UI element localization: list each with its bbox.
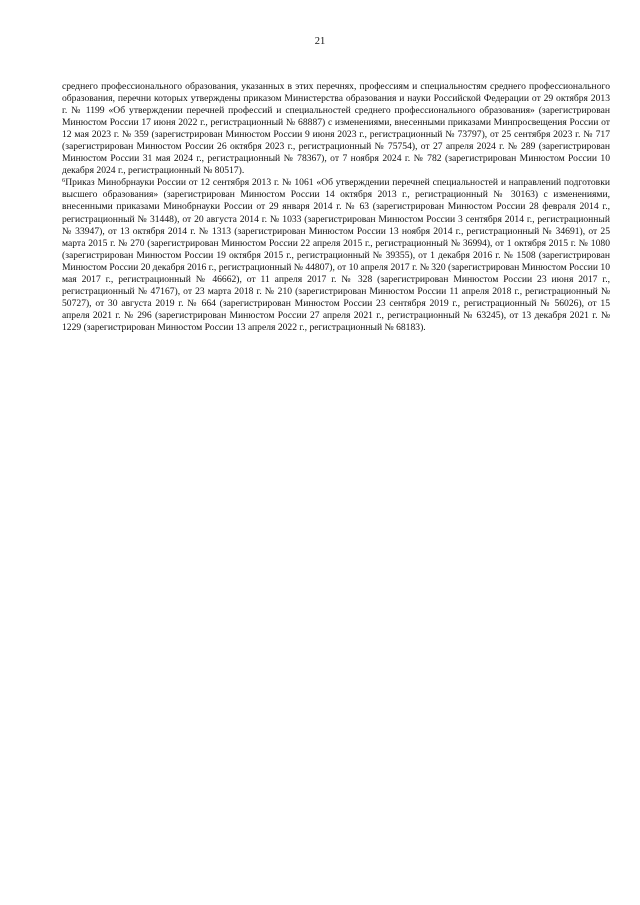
footnote-6	[62, 177, 610, 334]
footnote-continuation	[62, 81, 610, 177]
footnote-text: среднего профессионального образования, указанных в этих перечнях, профессиям и специальностям среднего профессионального образования, перечни которых утверждены приказом Министерства образования и науки Российской Федерации от 29 октября 2013 г. № 1199 «Об утверждении перечней профессий и специальностей среднего профессионального образования» (зарегистрирован Минюстом России 17 июня 2022 г., регистрационный № 68887) с изменениями, внесенными приказами Минпросвещения России от 12 мая 2023 г. № 359 (зарегистрирован Минюстом России 9 июня 2023 г., регистрационный № 73797), от 25 сентября 2023 г. № 717 (зарегистрирован Минюстом России 26 октября 2023 г., регистрационный № 75754), от 27 апреля 2024 г. № 289 (зарегистрирован Минюстом России 31 мая 2024 г., регистрационный № 78367), от 7 ноября 2024 г. № 782 (зарегистрирован Минюстом России 10 декабря 2024 г., регистрационный № 80517).	[62, 81, 610, 177]
footnotes-section	[62, 81, 610, 334]
footnote-text: Приказ Минобрнауки России от 12 сентября 2013 г. № 1061 «Об утверждении перечней специальностей и направлений подготовки высшего образования» (зарегистрирован Минюстом России 14 октября 2013 г., регистрационный № 30163) с изменениями, внесенными приказами Минобрнауки России от 29 января 2014 г. № 63 (зарегистрирован Минюстом России 28 февраля 2014 г., регистрационный № 31448), от 20 августа 2014 г. № 1033 (зарегистрирован Минюстом России 3 сентября 2014 г., регистрационный № 33947), от 13 октября 2014 г. № 1313 (зарегистрирован Минюстом России 13 ноября 2014 г., регистрационный № 34691), от 25 марта 2015 г. № 270 (зарегистрирован Минюстом России 22 апреля 2015 г., регистрационный № 36994), от 1 октября 2015 г. № 1080 (зарегистрирован Минюстом России 19 октября 2015 г., регистрационный № 39355), от 1 декабря 2016 г. № 1508 (зарегистрирован Минюстом России 20 декабря 2016 г., регистрационный № 44807), от 10 апреля 2017 г. № 320 (зарегистрирован Минюстом России 10 мая 2017 г., регистрационный № 46662), от 11 апреля 2017 г. № 328 (зарегистрирован Минюстом России 23 июня 2017 г., регистрационный № 47167), от 23 марта 2018 г. № 210 (зарегистрирован Минюстом России 11 апреля 2018 г., регистрационный № 50727), от 30 августа 2019 г. № 664 (зарегистрирован Минюстом России 23 сентября 2019 г., регистрационный № 56026), от 15 апреля 2021 г. № 296 (зарегистрирован Минюстом России 27 апреля 2021 г., регистрационный № 63245), от 13 декабря 2021 г. № 1229 (зарегистрирован Минюстом России 13 апреля 2022 г., регистрационный № 68183).	[62, 177, 610, 333]
page-number: 21	[314, 36, 326, 47]
footnote-marker: 6	[62, 177, 66, 185]
